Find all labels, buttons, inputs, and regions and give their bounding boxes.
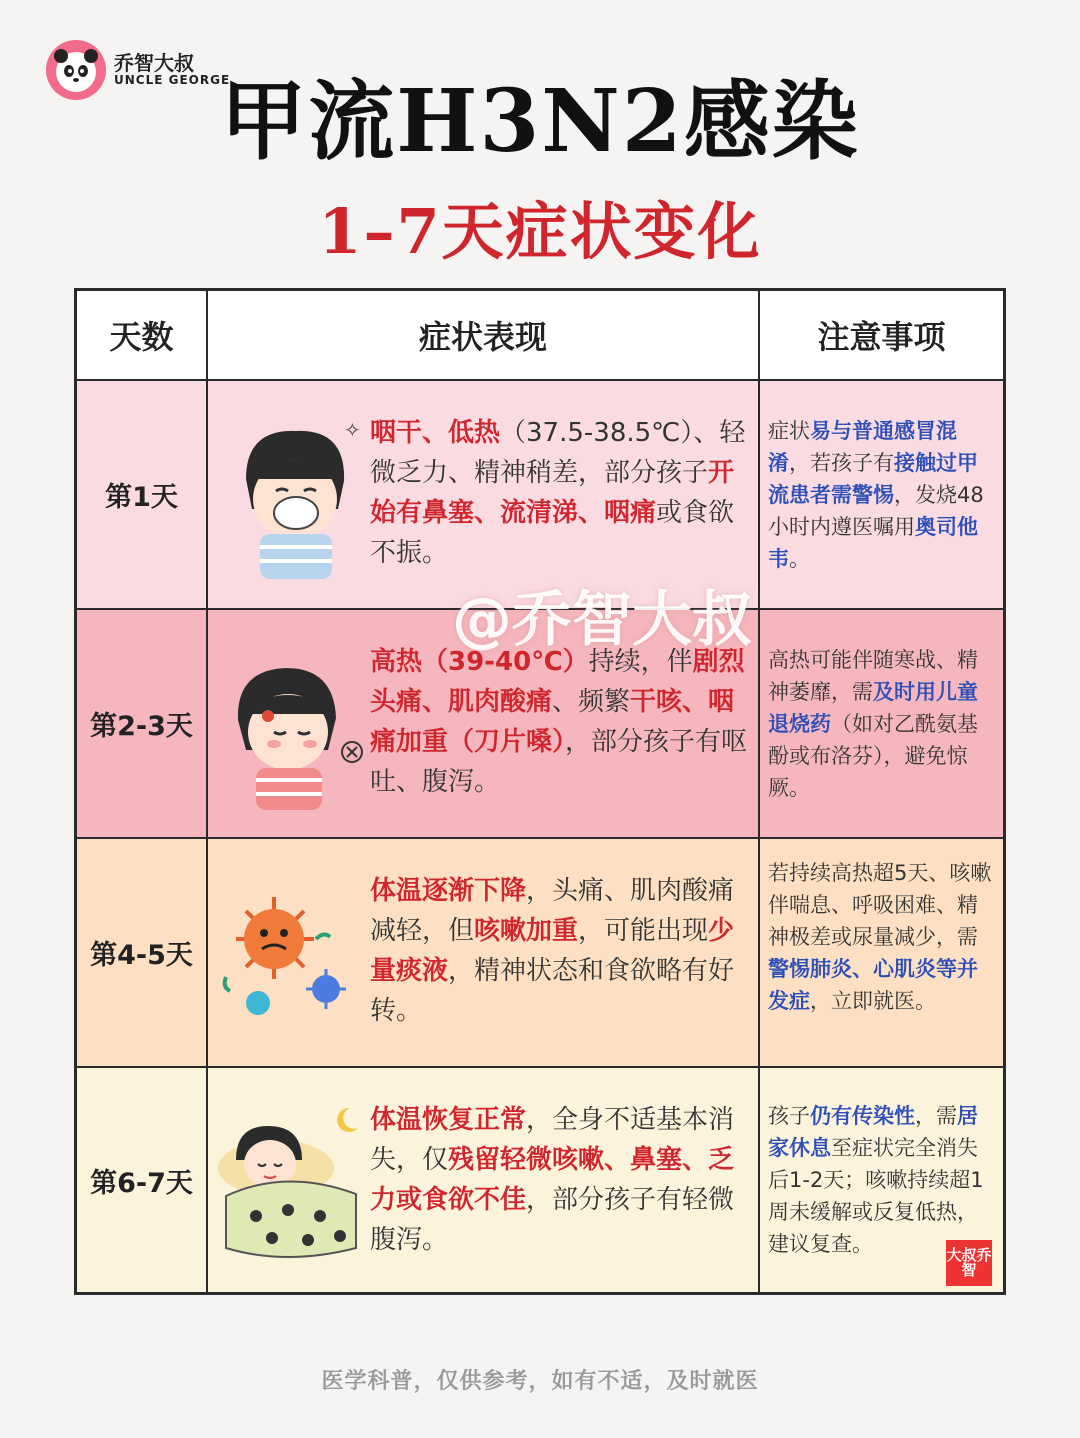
day-label: 第6-7天 bbox=[77, 1068, 208, 1292]
highlight-text: 奥司他韦 bbox=[768, 515, 978, 571]
body-text: ，发烧48小时内遵医嘱用 bbox=[768, 483, 984, 539]
body-text: 、频繁 bbox=[552, 687, 631, 717]
note-text bbox=[768, 1100, 993, 1260]
header-notes: 注意事项 bbox=[817, 318, 946, 356]
highlight-text: 剧烈头痛、肌肉酸痛 bbox=[370, 647, 745, 717]
header-days: 天数 bbox=[77, 291, 208, 379]
body-text: ，需 bbox=[915, 1104, 957, 1128]
brand-name-en: UNCLE GEORGE bbox=[114, 73, 231, 88]
page-title: 甲流H3N2感染 bbox=[220, 71, 860, 172]
highlight-text: 接触过甲流患者需警惕 bbox=[768, 451, 978, 507]
body-text: ，全身不适基本消失，仅 bbox=[370, 1105, 735, 1175]
body-text: （如对乙酰氨基酚或布洛芬），避免惊厥。 bbox=[768, 712, 978, 800]
girl-blowing-nose-icon bbox=[216, 409, 366, 579]
highlight-text: 仍有传染性 bbox=[810, 1104, 915, 1128]
body-text: 若持续高热超5天、咳嗽伴喘息、呼吸困难、精神极差或尿量减少，需 bbox=[768, 861, 992, 949]
watermark: @乔智大叔 bbox=[452, 585, 752, 655]
note-text bbox=[768, 644, 993, 804]
day-label: 第2-3天 bbox=[77, 610, 208, 837]
body-text: 或食欲不振。 bbox=[370, 498, 735, 568]
body-text: 症状 bbox=[768, 419, 810, 443]
body-text: 持续，伴 bbox=[588, 647, 693, 677]
highlight-text: 咳嗽加重 bbox=[474, 916, 579, 946]
table-header-row bbox=[77, 291, 1003, 381]
body-text: ，若孩子有 bbox=[789, 451, 894, 475]
symptom-text bbox=[370, 871, 748, 1031]
body-text: 孩子 bbox=[768, 1104, 810, 1128]
symptom-table bbox=[74, 288, 1006, 1295]
body-text: ，部分孩子有轻微腹泻。 bbox=[370, 1185, 735, 1255]
highlight-text: 易与普通感冒混淆 bbox=[768, 419, 957, 475]
day-label: 第1天 bbox=[77, 381, 208, 608]
highlight-text: 及时用儿童退烧药 bbox=[768, 680, 978, 736]
note-text bbox=[768, 857, 993, 1017]
header-symptoms: 症状表现 bbox=[208, 291, 760, 379]
body-text: ，部分孩子有呕吐、腹泻。 bbox=[370, 727, 748, 797]
body-text: ，头痛、肌肉酸痛减轻，但 bbox=[370, 876, 735, 946]
girl-with-fever-icon bbox=[216, 640, 366, 810]
body-text: ，立即就医。 bbox=[810, 989, 936, 1013]
highlight-text: 残留轻微咳嗽、鼻塞、乏力或食欲不佳 bbox=[370, 1145, 735, 1215]
table-row bbox=[77, 839, 1003, 1068]
highlight-text: 少量痰液 bbox=[370, 916, 735, 986]
symptom-text bbox=[370, 413, 748, 573]
highlight-text: 体温恢复正常 bbox=[370, 1105, 527, 1135]
symptom-text bbox=[370, 1100, 748, 1260]
day-label: 第4-5天 bbox=[77, 839, 208, 1066]
body-text: ，可能出现 bbox=[578, 916, 709, 946]
highlight-text: 干咳、咽痛加重（刀片嗓） bbox=[370, 687, 735, 757]
highlight-text: 居家休息 bbox=[768, 1104, 978, 1160]
girl-sleeping-icon bbox=[216, 1098, 366, 1268]
note-text bbox=[768, 415, 993, 575]
highlight-text: 高热（39-40℃） bbox=[370, 647, 589, 677]
symptom-text bbox=[370, 642, 748, 802]
brand-name-cn: 乔智大叔 bbox=[114, 51, 194, 76]
seal-stamp: 大叔乔智 bbox=[946, 1240, 992, 1286]
svg-text:✧: ✧ bbox=[344, 418, 361, 442]
body-text: ，精神状态和食欲略有好转。 bbox=[370, 956, 735, 1026]
footer-disclaimer: 医学科普，仅供参考，如有不适，及时就医 bbox=[321, 1369, 759, 1394]
highlight-text: 体温逐渐下降 bbox=[370, 876, 527, 906]
highlight-text: 开始有鼻塞、流清涕、咽痛 bbox=[370, 458, 735, 528]
highlight-text: 警惕肺炎、心肌炎等并发症 bbox=[768, 957, 978, 1013]
body-text: 至症状完全消失后1-2天；咳嗽持续超1周未缓解或反复低热，建议复查。 bbox=[768, 1136, 984, 1256]
body-text: 。 bbox=[789, 547, 810, 571]
page-subtitle: 1–7天症状变化 bbox=[318, 195, 762, 268]
body-text: （37.5-38.5℃）、轻微乏力、精神稍差，部分孩子 bbox=[370, 418, 746, 488]
body-text: 高热可能伴随寒战、精神萎靡，需 bbox=[768, 648, 978, 704]
virus-icon bbox=[216, 879, 366, 1049]
highlight-text: 咽干、低热 bbox=[370, 418, 501, 448]
table-row bbox=[77, 1068, 1003, 1292]
